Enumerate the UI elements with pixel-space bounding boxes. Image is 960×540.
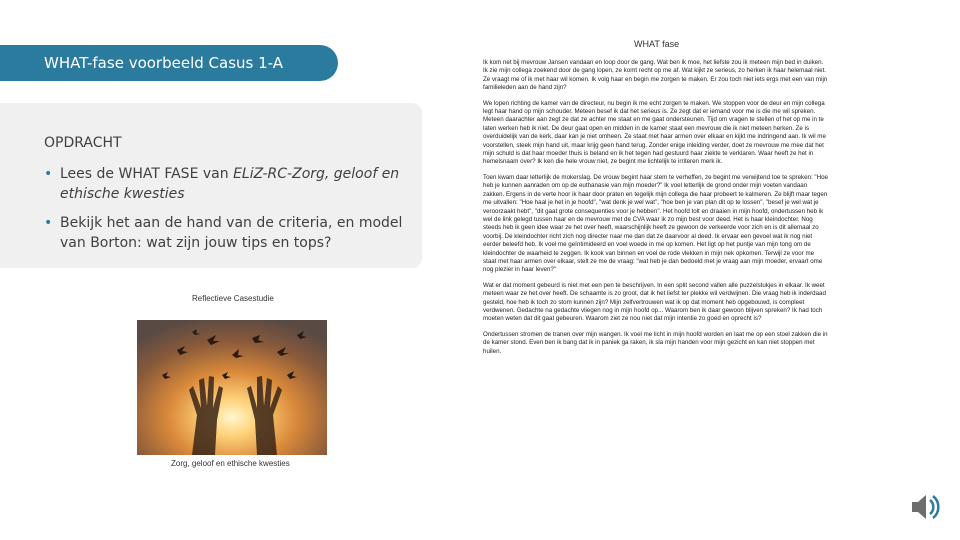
- document-paragraph: Ondertussen stromen de tranen over mijn wangen. Ik voel me licht in mijn hoofd worden en laat me op een stoel zakken die in de kamer stond. Even ben ik bang dat ik in paniek ga raken, ik sla mijn handen voor mijn gezicht en kan niet stoppen met huilen.: [483, 330, 828, 355]
- bullet-1-italic: ELiZ-RC-Zorg, geloof en ethische kwesties: [60, 166, 400, 202]
- assignment-bullet-1: [44, 164, 414, 204]
- assignment-heading: OPDRACHT: [44, 135, 122, 151]
- document-title: WHAT fase: [634, 39, 680, 49]
- speaker-icon[interactable]: [908, 490, 942, 524]
- bullet-1-text: Lees de WHAT FASE van: [60, 166, 234, 182]
- image-caption-bottom: Zorg, geloof en ethische kwesties: [171, 459, 290, 468]
- bullet-2-text: Bekijk het aan de hand van de criteria, en model van Borton: wat zijn jouw tips en tops?: [60, 215, 403, 251]
- document-paragraph: Ik kom net bij mevrouw Jansen vandaan en loop door de gang. Wat ben ik moe, het liefste zou ik meteen mijn bed in duiken. Ik zie mijn collega zoekend door de gang lopen, ze komt recht op me af. Wat kijkt ze serieus, zo herken ik haar helemaal niet. Ze vraagt me of ik met haar wil komen. Ik volg haar en begin me zorgen te maken. Er zou toch niet iets ergs met een van mijn familieleden aan de hand zijn?: [483, 59, 828, 92]
- document-body: [483, 59, 828, 363]
- bullet-dot-icon: •: [44, 215, 53, 231]
- document-paragraph: Toen kwam daar letterlijk de mokerslag. De vrouw begint haar stem te verheffen, ze begint me verwijtend toe te spreken: "Hoe heb je kunnen aanraden om op de euthanasie van mijn moeder?" Ik voel letterlijk de grond onder mijn voeten vandaan zakken. Ergens in de verte hoor ik haar door praten en tegelijk mijn collega die haar probeert te kalmeren. Ze blijft maar tegen me uitvallen: "Hoe haal je het in je hoofd", "wat denk je wel wat", "hoe ben je van plan dit op te lossen", "besef je wel wat je veroorzaakt hebt", "dit gaat grote consequenties voor je hebben". Het hoofd tolt en draaien in mijn hoofd, ondertussen heb ik wel de link gelegd tussen haar en de mevrouw met de CVA waar ik zo mijn best voor deed. Het is haar kleindochter. Nog steeds heb ik geen idee waar ze het over heeft, waarschijnlijk heeft ze gewoon de verkeerde voor zich en is dit allemaal zo voorbij. De kleindochter richt zich nog directer naar me dan dat ze daarvoor al deed. Ik ervaar een gevoel wat ik nog niet eerder beleefd heb. Ik voel me geïntimideerd en voel woede in me op komen. Het ligt op het puntje van mijn tong om de kleindochter de waarheid te zeggen. Ik kook van binnen en voel de rode vlekken in mijn nek opkomen. Terwijl ze voor me staat met haar armen over elkaar, stelt ze me de vraag: "wat heb je dan bedoeld met je vraag aan mijn moeder, ervaart ome nog plezier in haar leven?": [483, 173, 828, 274]
- slide-title: WHAT-fase voorbeeld Casus 1-A: [44, 54, 283, 72]
- hands-birds-photo: [137, 320, 327, 455]
- assignment-bullet-2: [44, 213, 414, 253]
- bullet-dot-icon: •: [44, 166, 53, 182]
- document-paragraph: We lopen richting de kamer van de directeur, nu begin ik me echt zorgen te maken. We stoppen voor de deur en mijn collega legt haar hand op mijn schouder. Meteen besef ik dat het serieus is. Ze zegt dat er iemand voor me is die me wil spreken. Meteen daarachter aan zegt ze dat ze achter me staat en me gaat ondersteunen. Tijd om vragen te stellen of het op me in te laten werken heb ik niet. De deur gaat open en midden in de kamer staat een mevrouw die ik niet meteen herken. Ze is overduidelijk van de kerk, daar kan je niet omheen. Ze staat met haar armen over elkaar en kijkt me indringend aan. Ik wil me voorstellen, steek mijn hand uit, maar krijg geen hand terug. Zonder enige inleiding verder, doet ze mevrouw me mee dat het mijn schuld is dat haar moeder thuis is beland en ik het tegen had gestuurd haar ziekte te verklaren. Waar heeft ze het in hemelsnaam over? Ik ken die hele vrouw niet, ze begint me lichtelijk te irriteren merk ik.: [483, 99, 826, 166]
- document-paragraph: Wat er dat moment gebeurd is niet met een pen te beschrijven. In een split second vallen alle puzzelstukjes in elkaar. Ik weet meteen waar ze het over heeft. De schaamte is zo groot, dat ik het liefst ter plekke wil verdwijnen. Die vraag heb ik inderdaad gesteld, hoe heb ik toch zo stom kunnen zijn? Mijn zelfvertrouwen wat ik op dat moment heb opgebouwd, is compleet verdwenen. Gedachte na gedachte vliegen nog in mijn hoofd op... Waarom ben ik daar gewoon blijven spreken? Ik had toch moeten weten dat dit gaat gebeuren. Waarom ziet ze nou niet dat mijn intentie zo goed en oprecht is?: [483, 281, 826, 323]
- image-caption-top: Reflectieve Casestudie: [192, 294, 274, 303]
